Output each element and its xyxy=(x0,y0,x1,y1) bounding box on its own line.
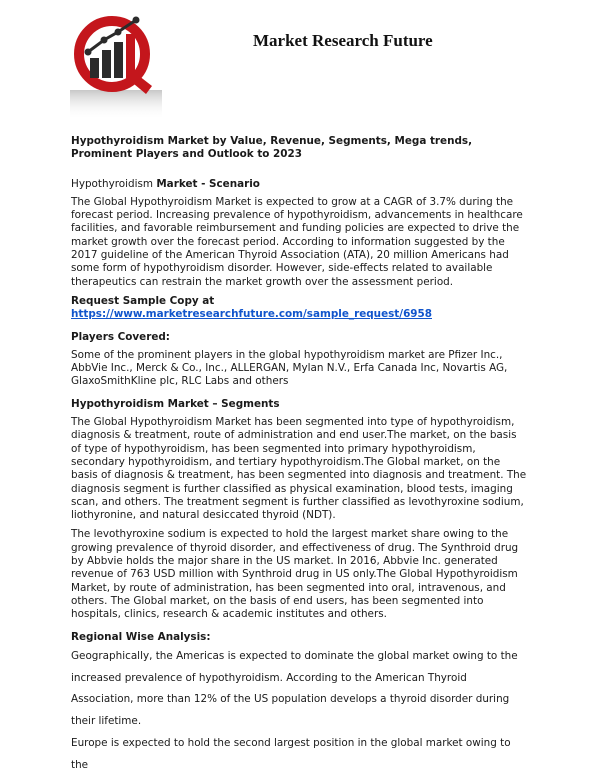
scenario-heading-prefix: Hypothyroidism xyxy=(71,177,157,190)
company-logo xyxy=(70,12,162,122)
logo-reflection xyxy=(70,90,162,120)
logo-trend-dot-4 xyxy=(133,17,140,24)
logo-bar-1 xyxy=(90,58,99,78)
logo-trend-dot-2 xyxy=(101,37,108,44)
regional-paragraph-1: Geographically, the Americas is expected to dominate the global market owing to the increased prevalence of hypothyroidism. According to the American Thyroid Association, more than 12% of the US population develops a thyroid disorder during their lifetime. xyxy=(71,649,518,728)
logo-bar-2 xyxy=(102,50,111,78)
logo-bar-3 xyxy=(114,42,123,78)
logo-bar-4 xyxy=(126,34,135,78)
regional-paragraph-2: Europe is expected to hold the second largest position in the global market owing to the xyxy=(71,736,511,771)
document-title: Hypothyroidism Market by Value, Revenue, Segments, Mega trends, Prominent Players and Outlook to 2023 xyxy=(71,135,473,161)
regional-heading: Regional Wise Analysis: xyxy=(71,630,211,643)
scenario-paragraph: The Global Hypothyroidism Market is expected to grow at a CAGR of 3.7% during the forecast period. Increasing prevalence of hypothyroidism, advancements in healthcare facilities, and favorable reimbursement and funding policies are expected to drive the market growth over the forecast period. According to information suggested by the 2017 guideline of the American Thyroid Association (ATA), 20 million Americans had some form of hypothyroidism disorder. However, side-effects related to available therapeutics can restrain the market growth over the assessment period. xyxy=(71,195,523,288)
logo-trend-dot-3 xyxy=(115,29,122,36)
sample-request-label: Request Sample Copy at xyxy=(71,294,215,307)
scenario-heading-bold: Market - Scenario xyxy=(156,177,260,190)
segments-paragraph-2: The levothyroxine sodium is expected to hold the largest market share owing to the growing prevalence of thyroid disorder, and effectiveness of drug. The Synthroid drug by Abbvie holds the major share in the US market. In 2016, Abbvie Inc. generated revenue of 763 USD million with Synthroid drug in US only.The Global Hypothyroidism Market, by route of administration, has been segmented into oral, intravenous, and others. The Global market, on the basis of end users, has been segmented into hospitals, clinics, research & academic institutes and others. xyxy=(71,528,519,621)
sample-request-link[interactable]: https://www.marketresearchfuture.com/sample_request/6958 xyxy=(71,308,432,321)
logo-trend-dot-1 xyxy=(85,49,92,56)
document-body xyxy=(71,135,527,777)
players-heading: Players Covered: xyxy=(71,330,170,343)
scenario-heading xyxy=(71,178,527,191)
segments-heading: Hypothyroidism Market – Segments xyxy=(71,397,280,410)
segments-paragraph-1: The Global Hypothyroidism Market has been segmented into type of hypothyroidism, diagnosis & treatment, route of administration and end user.The market, on the basis of type of hypothyroidism, has been segmented into primary hypothyroidism, secondary hypothyroidism, and tertiary hypothyroidism.The Global market, on the basis of diagnosis & treatment, has been segmented into diagnosis and treatment. The diagnosis segment is further classified as physical examination, blood tests, imaging scan, and others. The treatment segment is further classified as levothyroxine sodium, liothyronine, and natural desiccated thyroid (NDT). xyxy=(71,416,527,522)
players-paragraph: Some of the prominent players in the global hypothyroidism market are Pfizer Inc., AbbVie Inc., Merck & Co., Inc., ALLERGAN, Mylan N.V., Erfa Canada Inc, Novartis AG, GlaxoSmithKline plc, RLC Labs and others xyxy=(71,348,508,388)
brand-name: Market Research Future xyxy=(253,31,433,50)
